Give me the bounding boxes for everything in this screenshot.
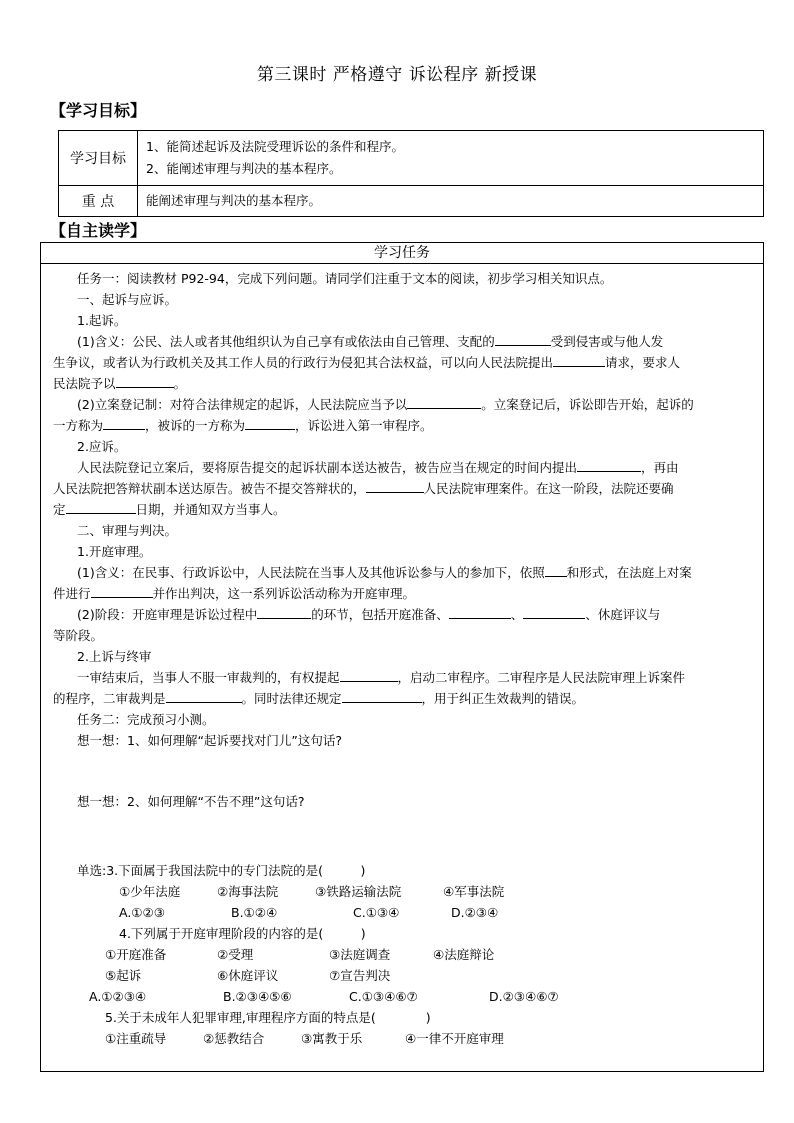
section-heading-self-study: 【自主读学】 <box>50 221 147 240</box>
text: 。同时法律还规定 <box>241 691 342 706</box>
q4-items-row2 <box>53 965 753 986</box>
q5-item: ④一律不开庭审理 <box>405 1031 504 1046</box>
q4-option-c[interactable]: C.①③④⑥⑦ <box>349 989 418 1004</box>
text: 的环节，包括开庭准备、 <box>311 607 449 622</box>
q3-option-c[interactable]: C.①③④ <box>353 905 400 920</box>
q5-item: ①注重疏导 <box>105 1031 167 1046</box>
blank <box>166 688 242 703</box>
text: 、 <box>510 607 524 622</box>
text: 定 <box>53 502 66 517</box>
page-title: 第三课时 严格遵守 诉讼程序 新授课 <box>256 65 538 85</box>
q4-options[interactable] <box>53 986 753 1007</box>
text: 一方称为 <box>53 418 104 433</box>
q3-option-d[interactable]: D.②③④ <box>451 905 499 920</box>
goals-content <box>138 131 764 186</box>
q4-item: ①开庭准备 <box>105 947 167 962</box>
q3-items <box>53 881 753 902</box>
heading-trial-and-judgment: 二、审理与判决。 <box>77 523 178 538</box>
blank <box>103 415 145 430</box>
para-sue-meaning-cont <box>53 352 753 373</box>
q3-item: ④军事法院 <box>443 884 505 899</box>
para-trial-stages-end: 等阶段。 <box>53 628 104 643</box>
question-5: 5.关于未成年人犯罪审理,审理程序方面的特点是( ) <box>105 1010 431 1025</box>
text: 并作出判决，这一系列诉讼活动称为开庭审理。 <box>152 586 416 601</box>
text: 人民法院登记立案后，要将原告提交的起诉状副本送达被告，被告应当在规定的时间内提出 <box>77 460 578 475</box>
blank <box>257 604 311 619</box>
blank <box>545 562 567 577</box>
para-respond-end <box>53 499 753 520</box>
para-sue-meaning <box>53 331 753 352</box>
blank <box>577 457 641 472</box>
goal-line-2: 2、能阐述审理与判决的基本程序。 <box>146 161 342 176</box>
q4-option-d[interactable]: D.②③④⑥⑦ <box>489 989 559 1004</box>
blank <box>407 394 481 409</box>
task-body <box>41 264 763 1049</box>
q3-option-b[interactable]: B.①②④ <box>231 905 278 920</box>
subheading-appeal: 2.上诉与终审 <box>77 649 152 664</box>
text: 。 <box>173 376 187 391</box>
answer-space-2[interactable] <box>53 812 753 860</box>
focus-label: 重 点 <box>59 186 138 217</box>
para-trial-meaning <box>53 562 753 583</box>
blank <box>366 478 424 493</box>
q4-items-row1 <box>53 944 753 965</box>
blank <box>91 583 153 598</box>
q5-item: ②惩教结合 <box>203 1031 265 1046</box>
para-appeal-cont <box>53 688 753 709</box>
question-4: 4.下列属于开庭审理阶段的内容的是( ) <box>119 926 366 941</box>
goal-line-1: 1、能简述起诉及法院受理诉讼的条件和程序。 <box>146 139 404 154</box>
text: ，诉讼进入第一审程序。 <box>295 418 433 433</box>
para-sue-meaning-end <box>53 373 753 394</box>
focus-content: 能阐述审理与判决的基本程序。 <box>138 186 764 217</box>
q4-item: ⑥休庭评议 <box>217 968 279 983</box>
task2-intro: 任务二：完成预习小测。 <box>77 712 215 727</box>
text: 件进行 <box>53 586 91 601</box>
blank <box>495 331 551 346</box>
heading-sue-and-respond: 一、起诉与应诉。 <box>77 292 178 307</box>
text: (1)含义：在民事、行政诉讼中，人民法院在当事人及其他诉讼参与人的参加下，依照 <box>77 565 545 580</box>
blank <box>340 667 398 682</box>
text: 受到侵害或与他人发 <box>550 334 664 349</box>
para-trial-meaning-cont <box>53 583 753 604</box>
q4-option-b[interactable]: B.②③④⑤⑥ <box>223 989 292 1004</box>
question-1: 想一想：1、如何理解“起诉要找对门儿”这句话? <box>77 733 343 748</box>
q4-item: ⑦宣告判决 <box>329 968 391 983</box>
q4-item: ④法庭辩论 <box>433 947 495 962</box>
q3-options[interactable] <box>53 902 753 923</box>
q4-item: ③法庭调查 <box>329 947 391 962</box>
text: 请求，要求人 <box>605 355 681 370</box>
question-3: 单选:3.下面属于我国法院中的专门法院的是( ) <box>77 863 366 878</box>
text: (2)阶段：开庭审理是诉讼过程中 <box>77 607 258 622</box>
text: 人民法院审理案件。在这一阶段，法院还要确 <box>423 481 674 496</box>
task-header: 学习任务 <box>41 243 763 264</box>
task1-intro: 任务一：阅读教材 P92-94，完成下列问题。请同学们注重于文本的阅读，初步学习相关知识点。 <box>77 271 613 286</box>
blank <box>116 373 174 388</box>
blank <box>66 499 136 514</box>
text: 一审结束后，当事人不服一审裁判的，有权提起 <box>77 670 340 685</box>
text: ，被诉的一方称为 <box>145 418 246 433</box>
q4-option-a[interactable]: A.①②③④ <box>89 989 147 1004</box>
para-registration <box>53 394 753 415</box>
section-heading-learning-goals: 【学习目标】 <box>50 101 147 120</box>
goals-row <box>59 131 764 186</box>
text: (2)立案登记制：对符合法律规定的起诉，人民法院应当予以 <box>77 397 408 412</box>
para-appeal <box>53 667 753 688</box>
subheading-sue: 1.起诉。 <box>77 313 127 328</box>
text: ，再由 <box>641 460 679 475</box>
q3-option-a[interactable]: A.①②③ <box>119 905 165 920</box>
q4-item: ②受理 <box>217 947 254 962</box>
q5-items <box>53 1028 753 1049</box>
para-registration-cont <box>53 415 753 436</box>
text: ，用于纠正生效裁判的错误。 <box>421 691 585 706</box>
text: 民法院予以 <box>53 376 116 391</box>
text: 和形式，在法庭上对案 <box>566 565 692 580</box>
blank <box>553 352 605 367</box>
text: 日期，并通知双方当事人。 <box>135 502 286 517</box>
text: 。立案登记后，诉讼即告开始，起诉的 <box>481 397 694 412</box>
text: ，启动二审程序。二审程序是人民法院审理上诉案件 <box>397 670 686 685</box>
para-trial-stages <box>53 604 753 625</box>
subheading-respond: 2.应诉。 <box>77 439 127 454</box>
q3-item: ②海事法院 <box>217 884 279 899</box>
goals-label: 学习目标 <box>59 131 138 186</box>
blank <box>449 604 511 619</box>
task-box <box>40 242 764 1072</box>
text: 生争议，或者认为行政机关及其工作人员的行政行为侵犯其合法权益，可以向人民法院提出 <box>53 355 554 370</box>
q5-item: ③寓教于乐 <box>301 1031 363 1046</box>
q3-item: ③铁路运输法院 <box>315 884 402 899</box>
q4-item: ⑤起诉 <box>105 968 142 983</box>
blank <box>245 415 295 430</box>
blank <box>342 688 422 703</box>
para-respond-cont <box>53 478 753 499</box>
q3-item: ①少年法庭 <box>119 884 181 899</box>
goals-table <box>58 130 764 217</box>
text: 的程序，二审裁判是 <box>53 691 166 706</box>
para-respond <box>53 457 753 478</box>
text: 人民法院把答辩状副本送达原告。被告不提交答辩状的， <box>53 481 366 496</box>
subheading-court-trial: 1.开庭审理。 <box>77 544 152 559</box>
text: (1)含义：公民、法人或者其他组织认为自己享有或依法由自己管理、支配的 <box>77 334 495 349</box>
answer-space-1[interactable] <box>53 751 753 791</box>
text: 、休庭评议与 <box>585 607 661 622</box>
blank <box>523 604 585 619</box>
focus-row <box>59 186 764 217</box>
question-2: 想一想：2、如何理解“不告不理”这句话? <box>77 794 305 809</box>
